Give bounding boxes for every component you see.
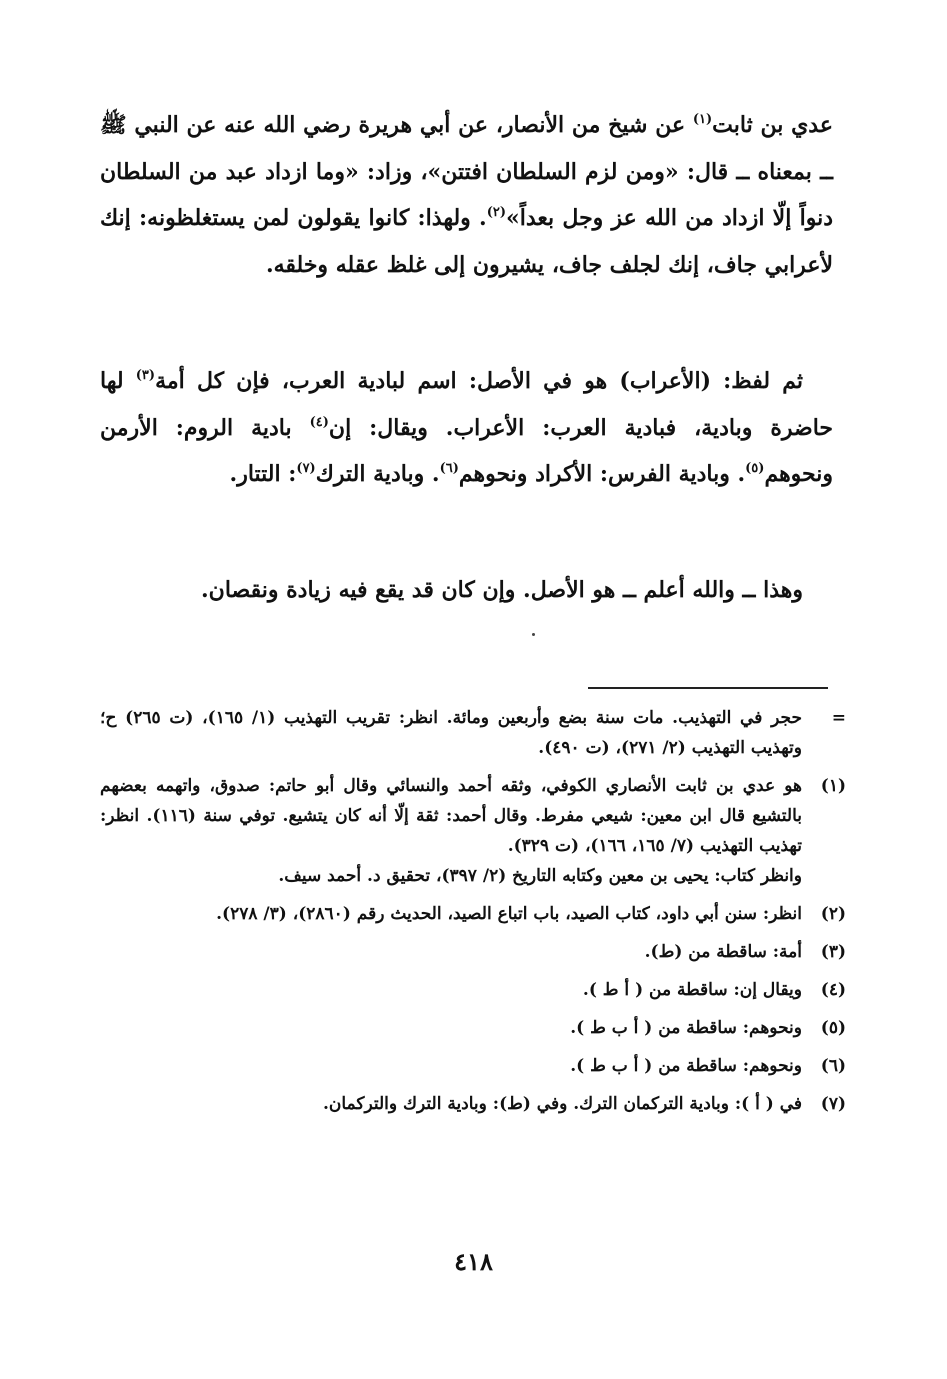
para2-text-2: لها حاضرة وبادية، فبادية العرب: الأعراب. ويقال: إن: [100, 368, 834, 441]
footnote-text: أمة: ساقطة من (ط).: [644, 942, 802, 962]
footnote-number: =: [831, 708, 846, 728]
footnote-number: (٦): [820, 1056, 846, 1076]
footnote-text: وانظر كتاب: يحيى بن معين وكتابه التاريخ (٢/ ٣٩٧)، تحقيق د. أحمد سيف.: [278, 866, 802, 886]
footnote-ref-7[interactable]: (٧): [296, 460, 316, 476]
footnote-ref-6[interactable]: (٦): [439, 460, 459, 476]
footnote-4: [100, 975, 846, 1005]
footnote-divider: [588, 687, 828, 689]
para1-text-3: . ولهذا: كانوا يقولون لمن يستغلظونه: إنك لأعرابي جاف، إنك لجلف جاف، يشيرون إلى غلظ عقله وخلقه.: [100, 205, 833, 278]
footnote-text: حجر في التهذيب. مات سنة بضع وأربعين ومائة. انظر: تقريب التهذيب (١/ ١٦٥)، (ت ٢٦٥) ح؛ وتهذيب التهذيب (٢/ ٢٧١)، (ت ٤٩٠).: [100, 708, 802, 758]
print-speck: [532, 633, 535, 636]
footnote-continuation: [100, 703, 846, 763]
main-paragraph-2: [100, 358, 833, 498]
footnote-3: [100, 937, 846, 967]
footnote-text: ونحوهم: ساقطة من ( أ ب ط ).: [570, 1018, 802, 1038]
main-paragraph-1: [100, 102, 833, 288]
footnote-number: (٣): [820, 942, 846, 962]
footnote-6: [100, 1051, 846, 1081]
footnote-body: [100, 771, 802, 891]
main-paragraph-3: [100, 567, 833, 614]
footnote-ref-3[interactable]: (٣): [135, 367, 156, 383]
footnote-text: هو عدي بن ثابت الأنصاري الكوفي، وثقه أحمد والنسائي وقال أبو حاتم: صدوق، واتهمه بعضهم بالتشيع قال ابن معين: شيعي مفرط. وقال أحمد: ثقة إلّا أنه كان يتشيع. توفي سنة (١١٦). انظر: تهذيب التهذيب (٧/ ١٦٥، ١٦٦)، (ت ٣٢٩).: [100, 776, 802, 856]
para1-text-2: عن شيخ من الأنصار، عن أبي هريرة رضي الله عنه عن النبي ﷺ ــ بمعناه ــ قال: «ومن لزم السلطان افتتن»، وزاد: «وما ازداد عبد من السلطان دنواً إلّا ازداد من الله عز وجل بعداً»: [100, 112, 833, 231]
footnote-number: (١): [820, 776, 846, 796]
footnote-text: انظر: سنن أبي داود، كتاب الصيد، باب اتباع الصيد، الحديث رقم (٢٨٦٠)، (٣/ ٢٧٨).: [216, 904, 802, 924]
footnote-number: (٥): [820, 1018, 846, 1038]
footnote-ref-2[interactable]: (٢): [486, 204, 507, 220]
footnote-number: (٢): [820, 904, 846, 924]
para2-text-5: . وبادية الترك: [315, 461, 440, 487]
footnote-text: ويقال إن: ساقطة من ( أ ط ).: [582, 980, 802, 1000]
footnote-7: [100, 1089, 846, 1119]
para3-text-1: وهذا ــ والله أعلم ــ هو الأصل. وإن كان قد يقع فيه زيادة ونقصان.: [201, 577, 803, 603]
footnote-text: في ( أ ): وبادية التركمان الترك. وفي (ط): وبادية الترك والتركمان.: [322, 1094, 802, 1114]
footnote-1: [100, 771, 846, 891]
footnotes-section: [100, 703, 846, 1127]
para2-text-4: . وبادية الفرس: الأكراد ونحوهم: [458, 461, 746, 487]
footnote-ref-4[interactable]: (٤): [309, 414, 329, 430]
para2-text-1: ثم لفظ: (الأعراب) هو في الأصل: اسم لبادية العرب، فإن كل أمة: [155, 368, 803, 394]
para1-text-1: عدي بن ثابت: [712, 112, 833, 138]
footnote-number: (٧): [820, 1094, 846, 1114]
footnote-ref-1[interactable]: (١): [692, 111, 713, 127]
para2-text-6: : التتار.: [229, 461, 297, 487]
footnote-number: (٤): [820, 980, 846, 1000]
footnote-text: ونحوهم: ساقطة من ( أ ب ط ).: [570, 1056, 802, 1076]
page-number: ٤١٨: [454, 1247, 493, 1276]
para2-text-3: بادية الروم: الأرمن ونحوهم: [100, 414, 833, 487]
footnote-ref-5[interactable]: (٥): [745, 460, 765, 476]
footnote-2: [100, 899, 846, 929]
footnote-5: [100, 1013, 846, 1043]
